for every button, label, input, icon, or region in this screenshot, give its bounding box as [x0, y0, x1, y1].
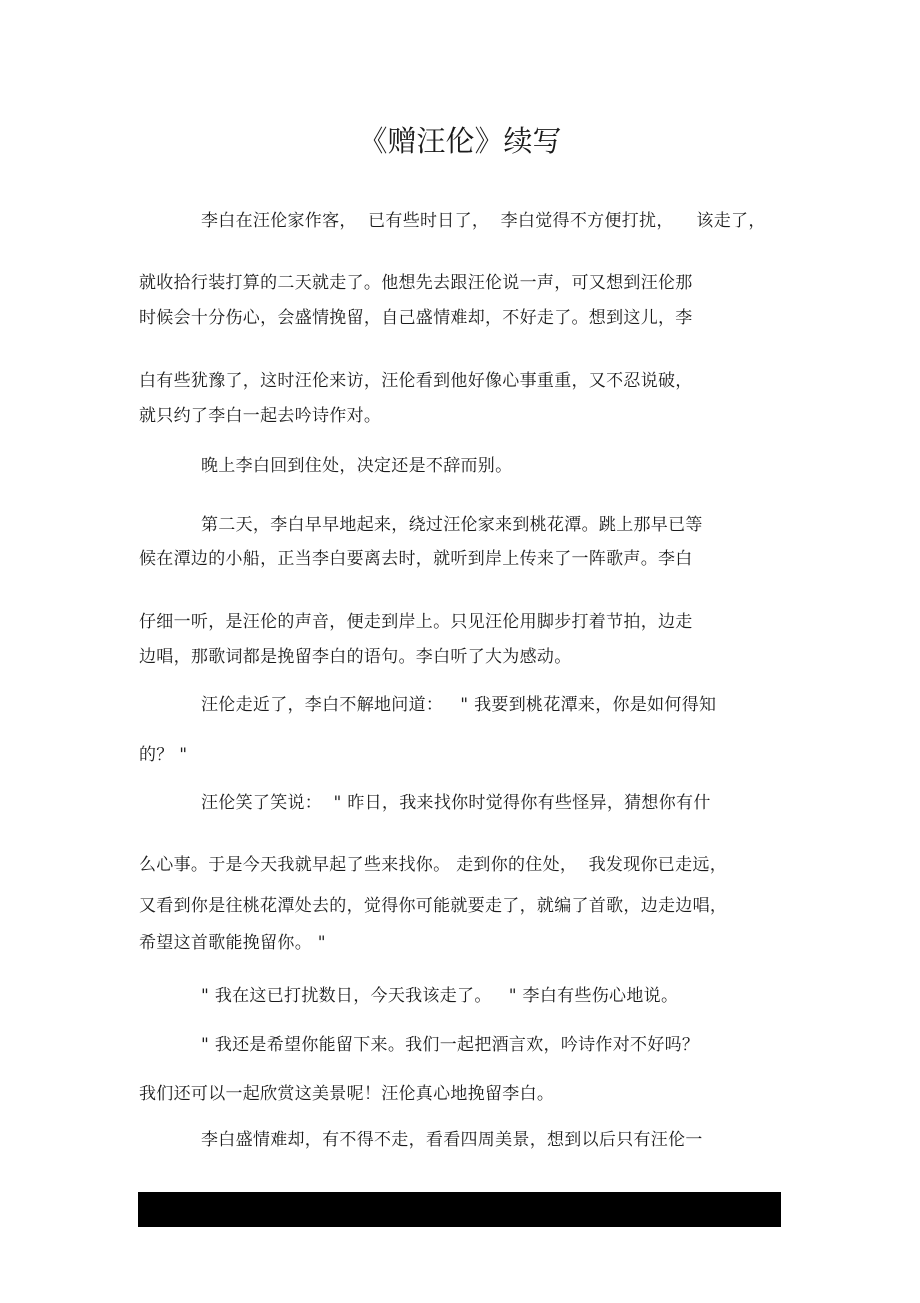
text-line: 的？ ": [139, 745, 188, 765]
text-line: 汪伦走近了，李白不解地问道： " 我要到桃花潭来，你是如何得知: [201, 695, 717, 715]
text-line: 么心事。于是今天我就早起了些来找你。 走到你的住处， 我发现你已走远，: [139, 855, 728, 875]
document-title: 《赠汪伦》续写: [358, 124, 562, 158]
text-line: 就收拾行装打算的二天就走了。他想先去跟汪伦说一声，可又想到汪伦那: [139, 273, 693, 293]
text-line: 边唱，那歌词都是挽留李白的语句。李白听了大为感动。: [139, 647, 572, 667]
text-line: 希望这首歌能挽留你。 ": [139, 933, 326, 953]
text-line: 李白在汪伦家作客， 已有些时日了， 李白觉得不方便打扰， 该走了，: [201, 211, 766, 231]
text-line: 晚上李白回到住处，决定还是不辞而别。: [201, 456, 513, 476]
text-line: 汪伦笑了笑说： " 昨日，我来找你时觉得你有些怪异，猜想你有什: [201, 793, 711, 813]
text-line: 白有些犹豫了，这时汪伦来访，汪伦看到他好像心事重重，又不忍说破，: [139, 371, 693, 391]
text-line: 我们还可以一起欣赏这美景呢！汪伦真心地挽留李白。: [139, 1084, 555, 1104]
text-line: 第二天，李白早早地起来，绕过汪伦家来到桃花潭。跳上那早已等: [201, 515, 703, 535]
text-line: " 我在这已打扰数日，今天我该走了。 " 李白有些伤心地说。: [201, 986, 679, 1006]
text-line: 仔细一听，是汪伦的声音，便走到岸上。只见汪伦用脚步打着节拍，边走: [139, 612, 693, 632]
text-line: 李白盛情难却，有不得不走，看看四周美景，想到以后只有汪伦一: [201, 1130, 703, 1150]
text-line: 又看到你是往桃花潭处去的，觉得你可能就要走了，就编了首歌，边走边唱，: [139, 896, 728, 916]
footer-black-bar: [138, 1192, 781, 1227]
text-line: 时候会十分伤心，会盛情挽留，自己盛情难却，不好走了。想到这儿，李: [139, 308, 693, 328]
text-line: " 我还是希望你能留下来。我们一起把酒言欢，吟诗作对不好吗？: [201, 1035, 700, 1055]
text-line: 候在潭边的小船，正当李白要离去时，就听到岸上传来了一阵歌声。李白: [139, 549, 693, 569]
text-line: 就只约了李白一起去吟诗作对。: [139, 406, 382, 426]
